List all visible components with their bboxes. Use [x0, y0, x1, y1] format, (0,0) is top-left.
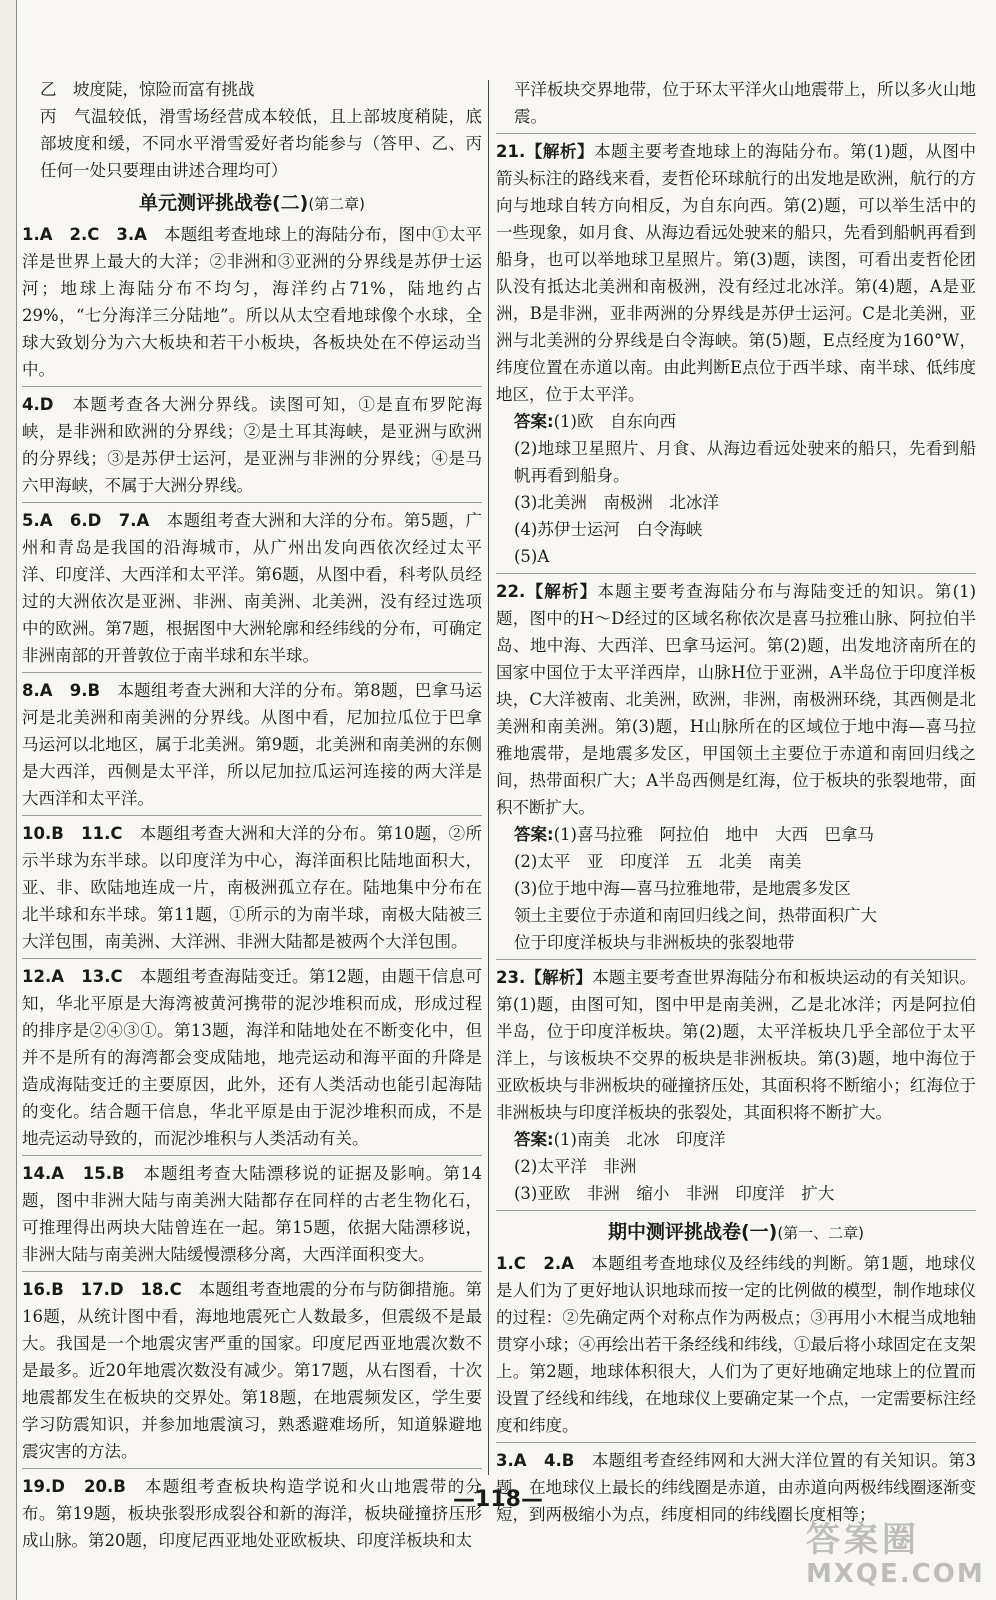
- answer-line: (4)苏伊士运河 白令海峡: [514, 520, 703, 539]
- item-text: [22, 677, 482, 812]
- answer-label: 答案:: [514, 412, 554, 431]
- answer-item: [22, 677, 482, 816]
- page-number: —118—: [453, 1487, 543, 1512]
- watermark-logo: [806, 1520, 984, 1592]
- item-label: 14.A 15.B: [22, 1164, 125, 1183]
- answer-line: (3)位于地中海—喜马拉雅地带，是地震多发区: [514, 879, 851, 898]
- answer-item: [496, 578, 976, 960]
- answer-item: [22, 391, 482, 503]
- item-body: 本题组考查大陆漂移说的证据及影响。第14题，图中非洲大陆与南美洲大陆都存在同样的古老生物化石，可推理得出两块大陆曾连在一起。第15题，依据大陆漂移说，非洲大陆与南美洲大陆缓慢漂移分离，大西洋面积变大。: [22, 1164, 483, 1264]
- item-text: [22, 507, 482, 669]
- item-text: [22, 221, 482, 383]
- answer-item: [496, 964, 976, 1211]
- item-label: 21.【解析】: [496, 142, 595, 161]
- item-text: [496, 964, 976, 1126]
- item-body: 本题组考查地球上的海陆分布，图中①太平洋是世界上最大的大洋；②非洲和③亚洲的分界线是苏伊士运河；地球上海陆分布不均匀，海洋约占71%，陆地约占29%，“七分海洋三分陆地”。所以从太空看地球像个水球，全球大致划分为六大板块和若干小板块，各板块处在不停运动当中。: [22, 225, 483, 379]
- watermark-url: MXQE.COM: [806, 1559, 985, 1589]
- answer-line: [496, 408, 976, 435]
- item-label: 1.C 2.A: [496, 1254, 574, 1273]
- item-label: 1.A 2.C 3.A: [22, 225, 147, 244]
- answer-text: (1)喜马拉雅 阿拉伯 地中 大西 巴拿马: [553, 825, 874, 844]
- binding-gutter: [0, 0, 17, 1600]
- item-body: 本题主要考查地球上的海陆分布。第(1)题，从图中箭头标注的路线来看，麦哲伦环球航行的出发地是欧洲，航行的方向与地球自转方向相反，为自东向西。第(2)题，可以举生活中的一些现象，如月食、从海边看远处驶来的船只，先看到船帆再看到船身，也可以举地球卫星照片。第(3)题，读图，可看出麦哲伦团队没有抵达北美洲和南极洲，没有经过北冰洋。第(4)题，A是亚洲，B是非洲，亚非两洲的分界线是苏伊士运河。C是北美洲，亚洲与北美洲的分界线是白令海峡。第(5)题，E点经度为160°W，纬度位置在赤道以南。由此判断E点位于西半球、南半球、低纬度地区，位于太平洋。: [496, 142, 976, 404]
- answer-item: [22, 1160, 482, 1272]
- item-text: [22, 391, 482, 499]
- item-text: [22, 820, 482, 955]
- item-label: 12.A 13.C: [22, 967, 123, 986]
- item-text: [22, 1473, 482, 1554]
- answer-item-continued: [496, 76, 976, 134]
- answer-line: (3)亚欧 非洲 缩小 非洲 印度洋 扩大: [514, 1184, 835, 1203]
- answer-line: [496, 1126, 976, 1153]
- answer-item: [496, 138, 976, 574]
- answer-line: [496, 821, 976, 848]
- answer-line: 位于印度洋板块与非洲板块的张裂地带: [514, 933, 795, 952]
- answer-text: (1)南美 北冰 印度洋: [553, 1130, 726, 1149]
- item-label: 22.【解析】: [496, 582, 598, 601]
- section-subtitle: (第一、二章): [777, 1224, 865, 1242]
- item-body: 本题组考查经纬网和大洲大洋位置的有关知识。第3题，在地球仪上最长的纬线圈是赤道，由赤道向两极纬线圈逐渐变短，到两极缩小为点，纬度相同的纬线圈长度相等；: [496, 1451, 977, 1524]
- answer-item: [22, 221, 482, 387]
- item-text: [496, 1250, 976, 1439]
- item-label: 3.A 4.B: [496, 1451, 575, 1470]
- item-body: 本题组考查地震的分布与防御措施。第16题，从统计图中看，海地地震死亡人数最多，但震级不是最大。我国是一个地震灾害严重的国家。印度尼西亚地震次数不是最多。近20年地震次数没有减少。第17题，从右图看，十次地震都发生在板块的交界处。第18题，在地震频发区，学生要学习防震知识，并参加地震演习，熟悉避难场所，知道躲避地震灾害的方法。: [22, 1280, 483, 1461]
- answer-line: (2)太平 亚 印度洋 五 北美 南美: [514, 852, 802, 871]
- item-text: [496, 578, 976, 821]
- item-body: 本题组考查大洲和大洋的分布。第8题，巴拿马运河是北美洲和南美洲的分界线。从图中看，尼加拉瓜位于巴拿马运河以北地区，属于北美洲。第9题，北美洲和南美洲的东侧是大西洋，西侧是太平洋，所以尼加拉瓜运河连接的两大洋是大西洋和太平洋。: [22, 681, 483, 808]
- answer-text: (1)欧 自东向西: [553, 412, 676, 431]
- item-label: 19.D 20.B: [22, 1477, 126, 1496]
- answer-item: [22, 963, 482, 1156]
- item-label: 5.A 6.D 7.A: [22, 511, 150, 530]
- item-body: 本题组考查板块构造学说和火山地震带的分布。第19题，板块张裂形成裂谷和新的海洋，板块碰撞挤压形成山脉。第20题，印度尼西亚地处亚欧板块、印度洋板块和太: [22, 1477, 483, 1550]
- answer-line: (2)太平洋 非洲: [514, 1157, 637, 1176]
- section-title-text: 单元测评挑战卷(二): [138, 192, 309, 214]
- watermark-text: 答案圈: [806, 1520, 920, 1560]
- item-body: 本题组考查大洲和大洋的分布。第10题，②所示半球为东半球。以印度洋为中心，海洋面积比陆地面积大，亚、非、欧陆地连成一片，南极洲孤立存在。陆地集中分布在北半球和东半球。第11题，①所示的为南半球，南极大陆被三大洋包围，南美洲、大洋洲、非洲大陆都是被两个大洋包围。: [22, 824, 482, 951]
- item-text: [496, 138, 976, 408]
- item-body: 本题考查各大洲分界线。读图可知，①是直布罗陀海峡，是非洲和欧洲的分界线；②是土耳其海峡，是亚洲与欧洲的分界线；③是苏伊士运河，是亚洲与非洲的分界线；④是马六甲海峡，不属于大洲分界线。: [22, 395, 483, 495]
- item-body: 本题组考查海陆变迁。第12题，由题干信息可知，华北平原是大海湾被黄河携带的泥沙堆积而成，形成过程的排序是②④③①。第13题，海洋和陆地处在不断变化中，但并不是所有的海湾都会变成陆地，地壳运动和海平面的升降是造成海陆变迁的主要原因，此外，还有人类活动也能引起海陆的变化。结合题干信息，华北平原是由于泥沙堆积而成，不是地壳运动导致的，而泥沙堆积与人类活动有关。: [22, 967, 482, 1148]
- answer-label: 答案:: [514, 1130, 554, 1149]
- item-text: [22, 1276, 482, 1465]
- answer-item: [22, 507, 482, 673]
- answer-item: [22, 1473, 482, 1557]
- item-body: 本题主要考查海陆分布与海陆变迁的知识。第(1)题，图中的H～D经过的区域名称依次是喜马拉雅山脉、阿拉伯半岛、地中海、大西洋、巴拿马运河。第(2)题，出发地济南所在的国家中国位于太平洋西岸，山脉H位于亚洲，A半岛位于印度洋板块，C大洋被南、北美洲，欧洲，非洲，南极洲环绕，其西侧是北美洲和南美洲。第(3)题，H山脉所在的区域位于地中海—喜马拉雅地震带，是地震多发区，甲国领土主要位于赤道和南回归线之间，热带面积广大；A半岛西侧是红海，位于板块的张裂地带，面积不断扩大。: [496, 582, 977, 817]
- section-title: [22, 186, 482, 221]
- item-body: 本题组考查大洲和大洋的分布。第5题，广州和青岛是我国的沿海城市，从广州出发向西依次经过太平洋、印度洋、大西洋和太平洋。第6题，从图中看，科考队员经过的大洲依次是亚洲、非洲、南美洲、北美洲，没有经过选项中的欧洲。第7题，根据图中大洲轮廓和经纬线的分布，可确定非洲南部的开普敦位于南半球和东半球。: [22, 511, 483, 665]
- section-title-text: 期中测评挑战卷(一): [607, 1221, 778, 1243]
- item-label: 8.A 9.B: [22, 681, 101, 700]
- column-divider: [488, 80, 489, 1475]
- answer-label: 答案:: [514, 825, 554, 844]
- item-text: [22, 963, 482, 1152]
- prior-answer-line: 丙 气温较低，滑雪场经营成本较低，且上部坡度稍陡，底部坡度和缓，不同水平滑雪爱好者均能参与（答甲、乙、丙任何一处只要理由讲述合理均可）: [40, 107, 482, 180]
- item-label: 10.B 11.C: [22, 824, 123, 843]
- right-column: [496, 76, 976, 1535]
- section-subtitle: (第二章): [308, 195, 366, 213]
- answer-line: (5)A: [514, 547, 550, 566]
- prior-answer-line: 乙 坡度陡，惊险而富有挑战: [40, 80, 255, 99]
- answer-item: [496, 1250, 976, 1443]
- item-body: 本题组考查地球仪及经纬线的判断。第1题，地球仪是人们为了更好地认识地球而按一定的比例做的模型，制作地球仪的过程：②先确定两个对称点作为两极点；③再用小木棍当成地轴贯穿小球；④再绘出若干条经线和纬线，①最后将小球固定在支架上。第2题，地球体积很大，人们为了更好地确定地球上的位置而设置了经线和纬线，在地球仪上要确定某一个点，一定需要标注经度和纬度。: [496, 1254, 976, 1435]
- item-text: [22, 1160, 482, 1268]
- item-label: 23.【解析】: [496, 968, 593, 987]
- answer-item: [22, 820, 482, 959]
- left-column: [22, 76, 482, 1561]
- answer-line: 领土主要位于赤道和南回归线之间，热带面积广大: [514, 906, 877, 925]
- item-body: 本题主要考查世界海陆分布和板块运动的有关知识。第(1)题，由图可知，图中甲是南美洲，乙是北冰洋；丙是阿拉伯半岛，位于印度洋板块。第(2)题，太平洋板块几乎全部位于太平洋上，与该板块不交界的板块是非洲板块。第(3)题，地中海位于亚欧板块与非洲板块的碰撞挤压处，其面积将不断缩小；红海位于非洲板块与印度洋板块的张裂处，其面积将不断扩大。: [496, 968, 977, 1122]
- section-title: [496, 1215, 976, 1250]
- item-label: 16.B 17.D 18.C: [22, 1280, 182, 1299]
- item-text: 平洋板块交界地带，位于环太平洋火山地震带上，所以多火山地震。: [514, 80, 976, 126]
- item-label: 4.D: [22, 395, 54, 414]
- answer-line: (2)地球卫星照片、月食、从海边看远处驶来的船只，先看到船帆再看到船身。: [514, 439, 976, 485]
- answer-item: [22, 1276, 482, 1469]
- answer-line: (3)北美洲 南极洲 北冰洋: [514, 493, 719, 512]
